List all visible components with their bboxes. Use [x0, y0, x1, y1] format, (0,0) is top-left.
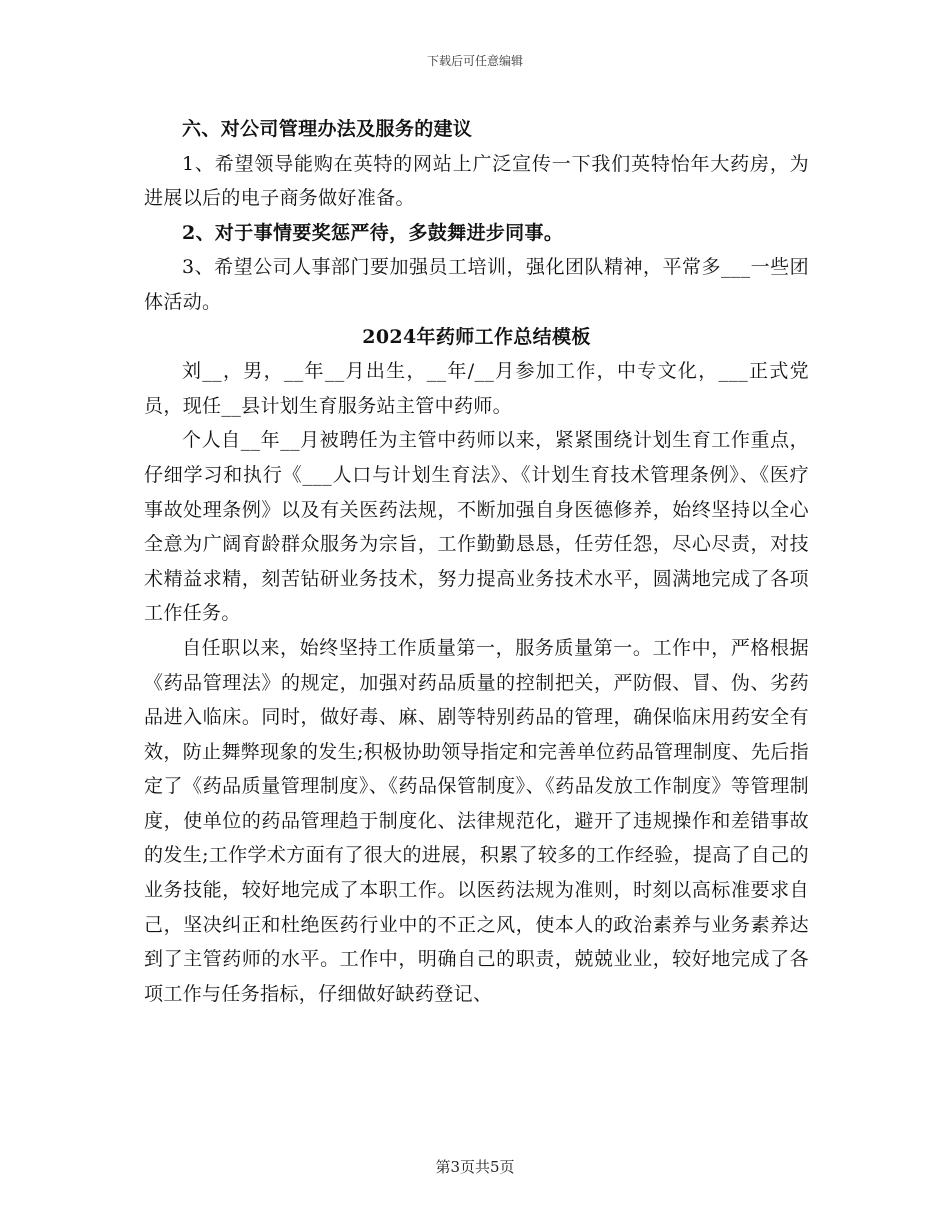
- body-paragraph-2: 个人自__年__月被聘任为主管中药师以来，紧紧围绕计划生育工作重点，仔细学习和执行《___人口与计划生育法》、《计划生育技术管理条例》、《医疗事故处理条例》以及有关医药法规，不断加强自身医德修养，始终坚持以全心全意为广阔育龄群众服务为宗旨，工作勤勤恳恳，任劳任怨，尽心尽责，对技术精益求精，刻苦钻研业务技术，努力提高业务技术水平，圆满地完成了各项工作任务。: [144, 429, 809, 625]
- body-paragraph-3: 自任职以来，始终坚持工作质量第一，服务质量第一。工作中，严格根据《药品管理法》的规定，加强对药品质量的控制把关，严防假、冒、伪、劣药品进入临床。同时，做好毒、麻、剧等特别药品的管理，确保临床用药安全有效，防止舞弊现象的发生;积极协助领导指定和完善单位药品管理制度、先后指定了《药品质量管理制度》、《药品保管制度》、《药品发放工作制度》等管理制度，使单位的药品管理趋于制度化、法律规范化，避开了违规操作和差错事故的发生;工作学术方面有了很大的进展，积累了较多的工作经验，提高了自己的业务技能，较好地完成了本职工作。以医药法规为准则，时刻以高标准要求自己，坚决纠正和杜绝医药行业中的不正之风，使本人的政治素养与业务素养达到了主管药师的水平。工作中，明确自己的职责，兢兢业业，较好地完成了各项工作与任务指标，仔细做好缺药登记、: [144, 636, 809, 1005]
- body-paragraph-1: 刘__，男，__年__月出生，__年/__月参加工作，中专文化，___正式党员，现任__县计划生育服务站主管中药师。: [144, 360, 809, 417]
- document-title: 2024年药师工作总结模板: [362, 325, 591, 348]
- suggestion-paragraph-1: 1、希望领导能购在英特的网站上广泛宣传一下我们英特怡年大药房，为进展以后的电子商务做好准备。: [144, 152, 809, 210]
- document-body: [144, 112, 809, 1011]
- section-heading: 六、对公司管理办法及服务的建议: [182, 118, 473, 140]
- page-header-note: 下载后可任意编辑: [426, 54, 523, 68]
- page-footer-indicator: 第3页共5页: [435, 1158, 515, 1176]
- suggestion-paragraph-2: 2、对于事情要奖惩严待，多鼓舞进步同事。: [182, 221, 564, 244]
- suggestion-paragraph-3: 3、希望公司人事部门要加强员工培训，强化团队精神，平常多___一些团体活动。: [144, 256, 809, 313]
